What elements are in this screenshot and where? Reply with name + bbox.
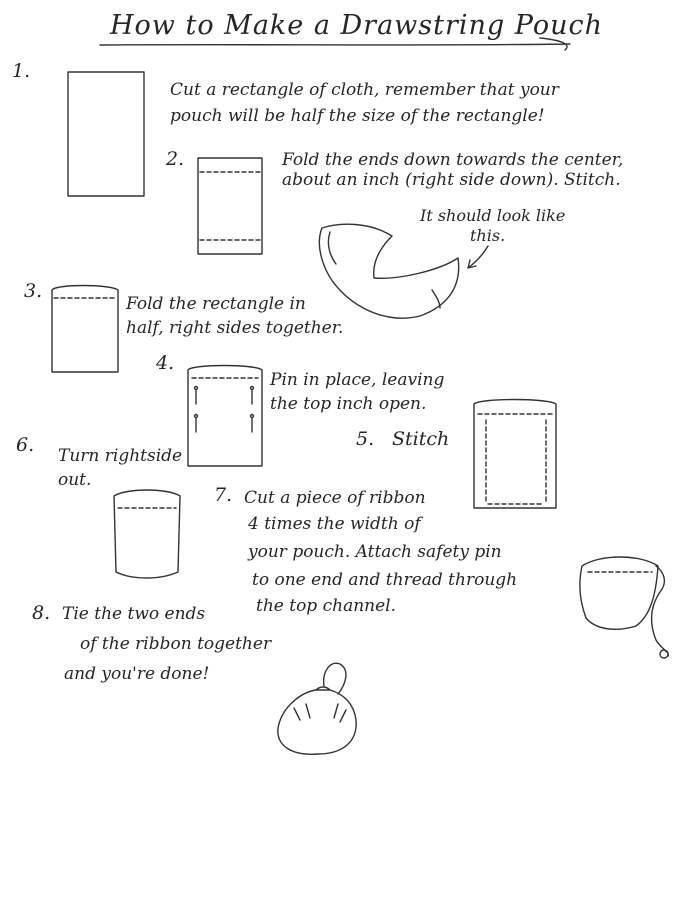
step2-folded-sketch [198,158,262,254]
note-line-2: this. [470,226,506,245]
step-2-number: 2. [166,148,185,170]
note-line-1: It should look like [420,206,566,225]
step-3-line-1: Fold the rectangle in [126,294,306,314]
step-8-line-2: of the ribbon together [80,634,272,654]
step-7-number: 7. [214,484,233,506]
step-5-line-1: Stitch [392,428,450,450]
step-7-line-4: to one end and thread through [252,570,518,590]
step-2-line-1: Fold the ends down towards the center, [282,150,624,170]
step-5-number: 5. [356,428,375,450]
step-4-line-1: Pin in place, leaving [270,370,445,390]
step-2-line-2: about an inch (right side down). Stitch. [282,170,621,190]
step8-pouch-sketch [278,663,356,754]
step7-pouch-sketch [580,557,668,658]
step-6-line-1: Turn rightside [58,446,183,466]
step-4-number: 4. [156,352,175,374]
step-4-line-2: the top inch open. [270,394,427,414]
page-title: How to Make a Drawstring Pouch [110,10,604,41]
step-8-line-1: Tie the two ends [62,604,206,624]
step-3-line-2: half, right sides together. [126,318,344,338]
step4-pinned-sketch [188,366,262,467]
step-1-number: 1. [12,60,31,82]
step-7-line-5: the top channel. [256,596,397,616]
step6-turned-sketch [114,490,180,578]
step-7-line-1: Cut a piece of ribbon [244,488,426,508]
step-1-line-1: Cut a rectangle of cloth, remember that your [170,80,559,100]
step-8-line-3: and you're done! [64,664,210,684]
folded-tube-sketch [319,224,458,318]
step-6-number: 6. [16,434,35,456]
step-8-number: 8. [32,602,51,624]
step-7-line-2: 4 times the width of [248,514,421,534]
step-1-line-2: pouch will be half the size of the rectangle! [170,106,545,126]
step-7-line-3: your pouch. Attach safety pin [248,542,502,562]
step1-rectangle-sketch [68,72,144,196]
step-6-line-2: out. [58,470,92,490]
arrow-sketch [468,246,488,268]
step3-folded-sketch [52,286,118,373]
step-3-number: 3. [24,280,43,302]
step5-stitched-sketch [474,400,556,509]
